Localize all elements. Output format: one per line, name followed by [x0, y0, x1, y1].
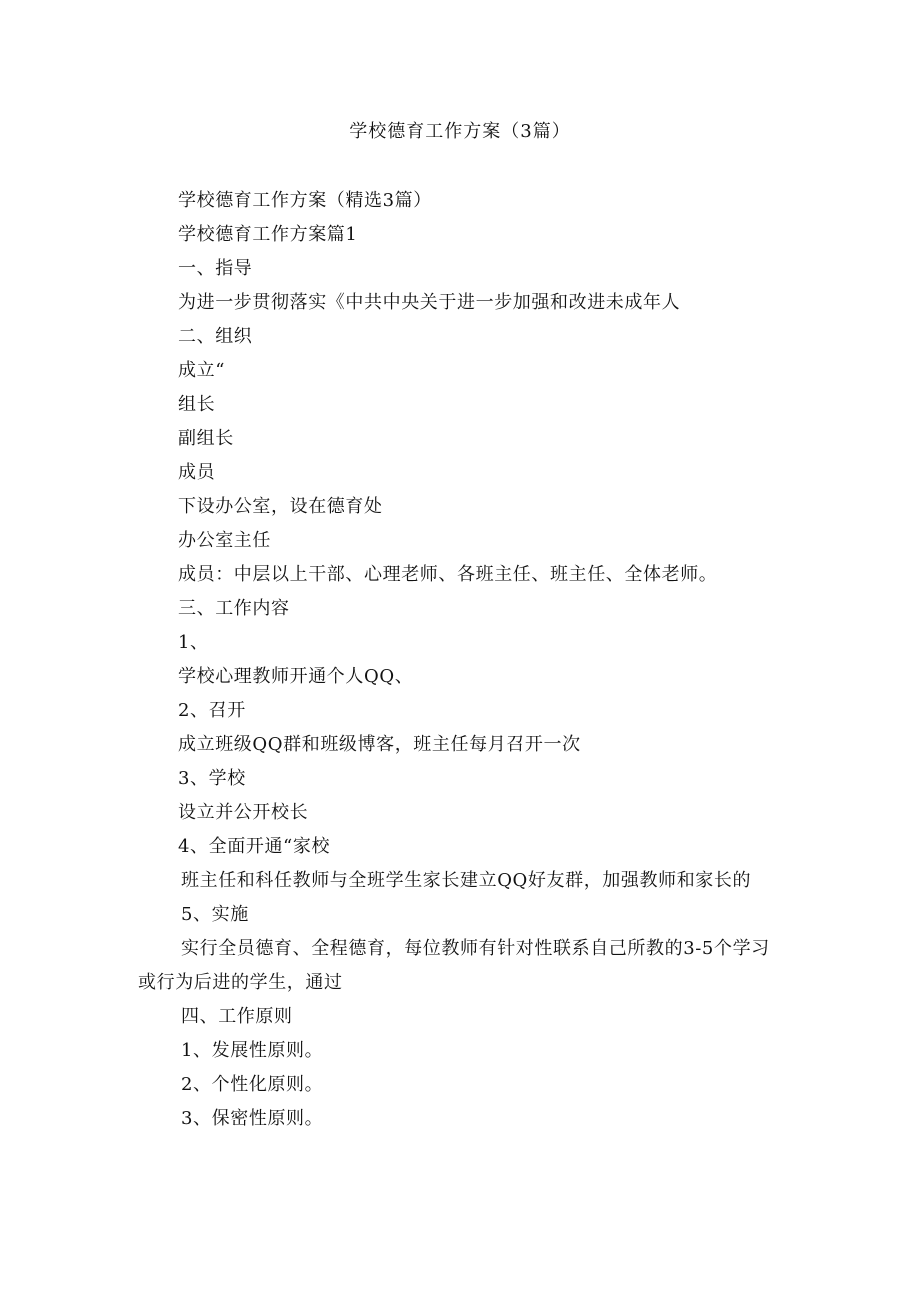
list-item-number: 1、 [178, 632, 209, 653]
principle-item: 1、发展性原则。 [181, 1040, 324, 1061]
text-line: 成立班级QQ群和班级博客，班主任每月召开一次 [178, 734, 581, 755]
text-line: 副组长 [178, 428, 234, 449]
section-heading: 学校德育工作方案篇1 [178, 224, 358, 245]
text-line: 学校心理教师开通个人QQ、 [178, 666, 414, 687]
document-title: 学校德育工作方案（3篇） [349, 121, 571, 142]
list-item-number: 2、召开 [178, 700, 246, 721]
text-line: 下设办公室，设在德育处 [178, 496, 383, 517]
section-heading: 三、工作内容 [178, 598, 290, 619]
text-line: 办公室主任 [178, 530, 271, 551]
principle-item: 3、保密性原则。 [181, 1108, 324, 1129]
section-heading: 二、组织 [178, 326, 253, 347]
text-line: 成立“ [178, 360, 226, 381]
text-line: 组长 [178, 394, 216, 415]
text-line: 成员 [178, 462, 216, 483]
list-item-number: 5、实施 [181, 904, 249, 925]
text-line: 设立并公开校长 [178, 802, 309, 823]
paragraph: 班主任和科任教师与全班学生家长建立QQ好友群，加强教师和家长的 [181, 870, 752, 891]
section-heading: 四、工作原则 [181, 1006, 293, 1027]
section-heading: 一、指导 [178, 258, 253, 279]
paragraph: 实行全员德育、全程德育，每位教师有针对性联系自己所教的3-5个学习或行为后进的学生，通过 [138, 938, 770, 993]
document-body [138, 184, 788, 1136]
principle-item: 2、个性化原则。 [181, 1074, 324, 1095]
text-line: 为进一步贯彻落实《中共中央关于进一步加强和改进未成年人 [178, 292, 681, 313]
text-line: 成员：中层以上干部、心理老师、各班主任、班主任、全体老师。 [178, 564, 718, 585]
list-item-number: 3、学校 [178, 768, 246, 789]
subtitle-line: 学校德育工作方案（精选3篇） [178, 190, 432, 211]
list-item-number: 4、全面开通“家校 [178, 836, 331, 857]
